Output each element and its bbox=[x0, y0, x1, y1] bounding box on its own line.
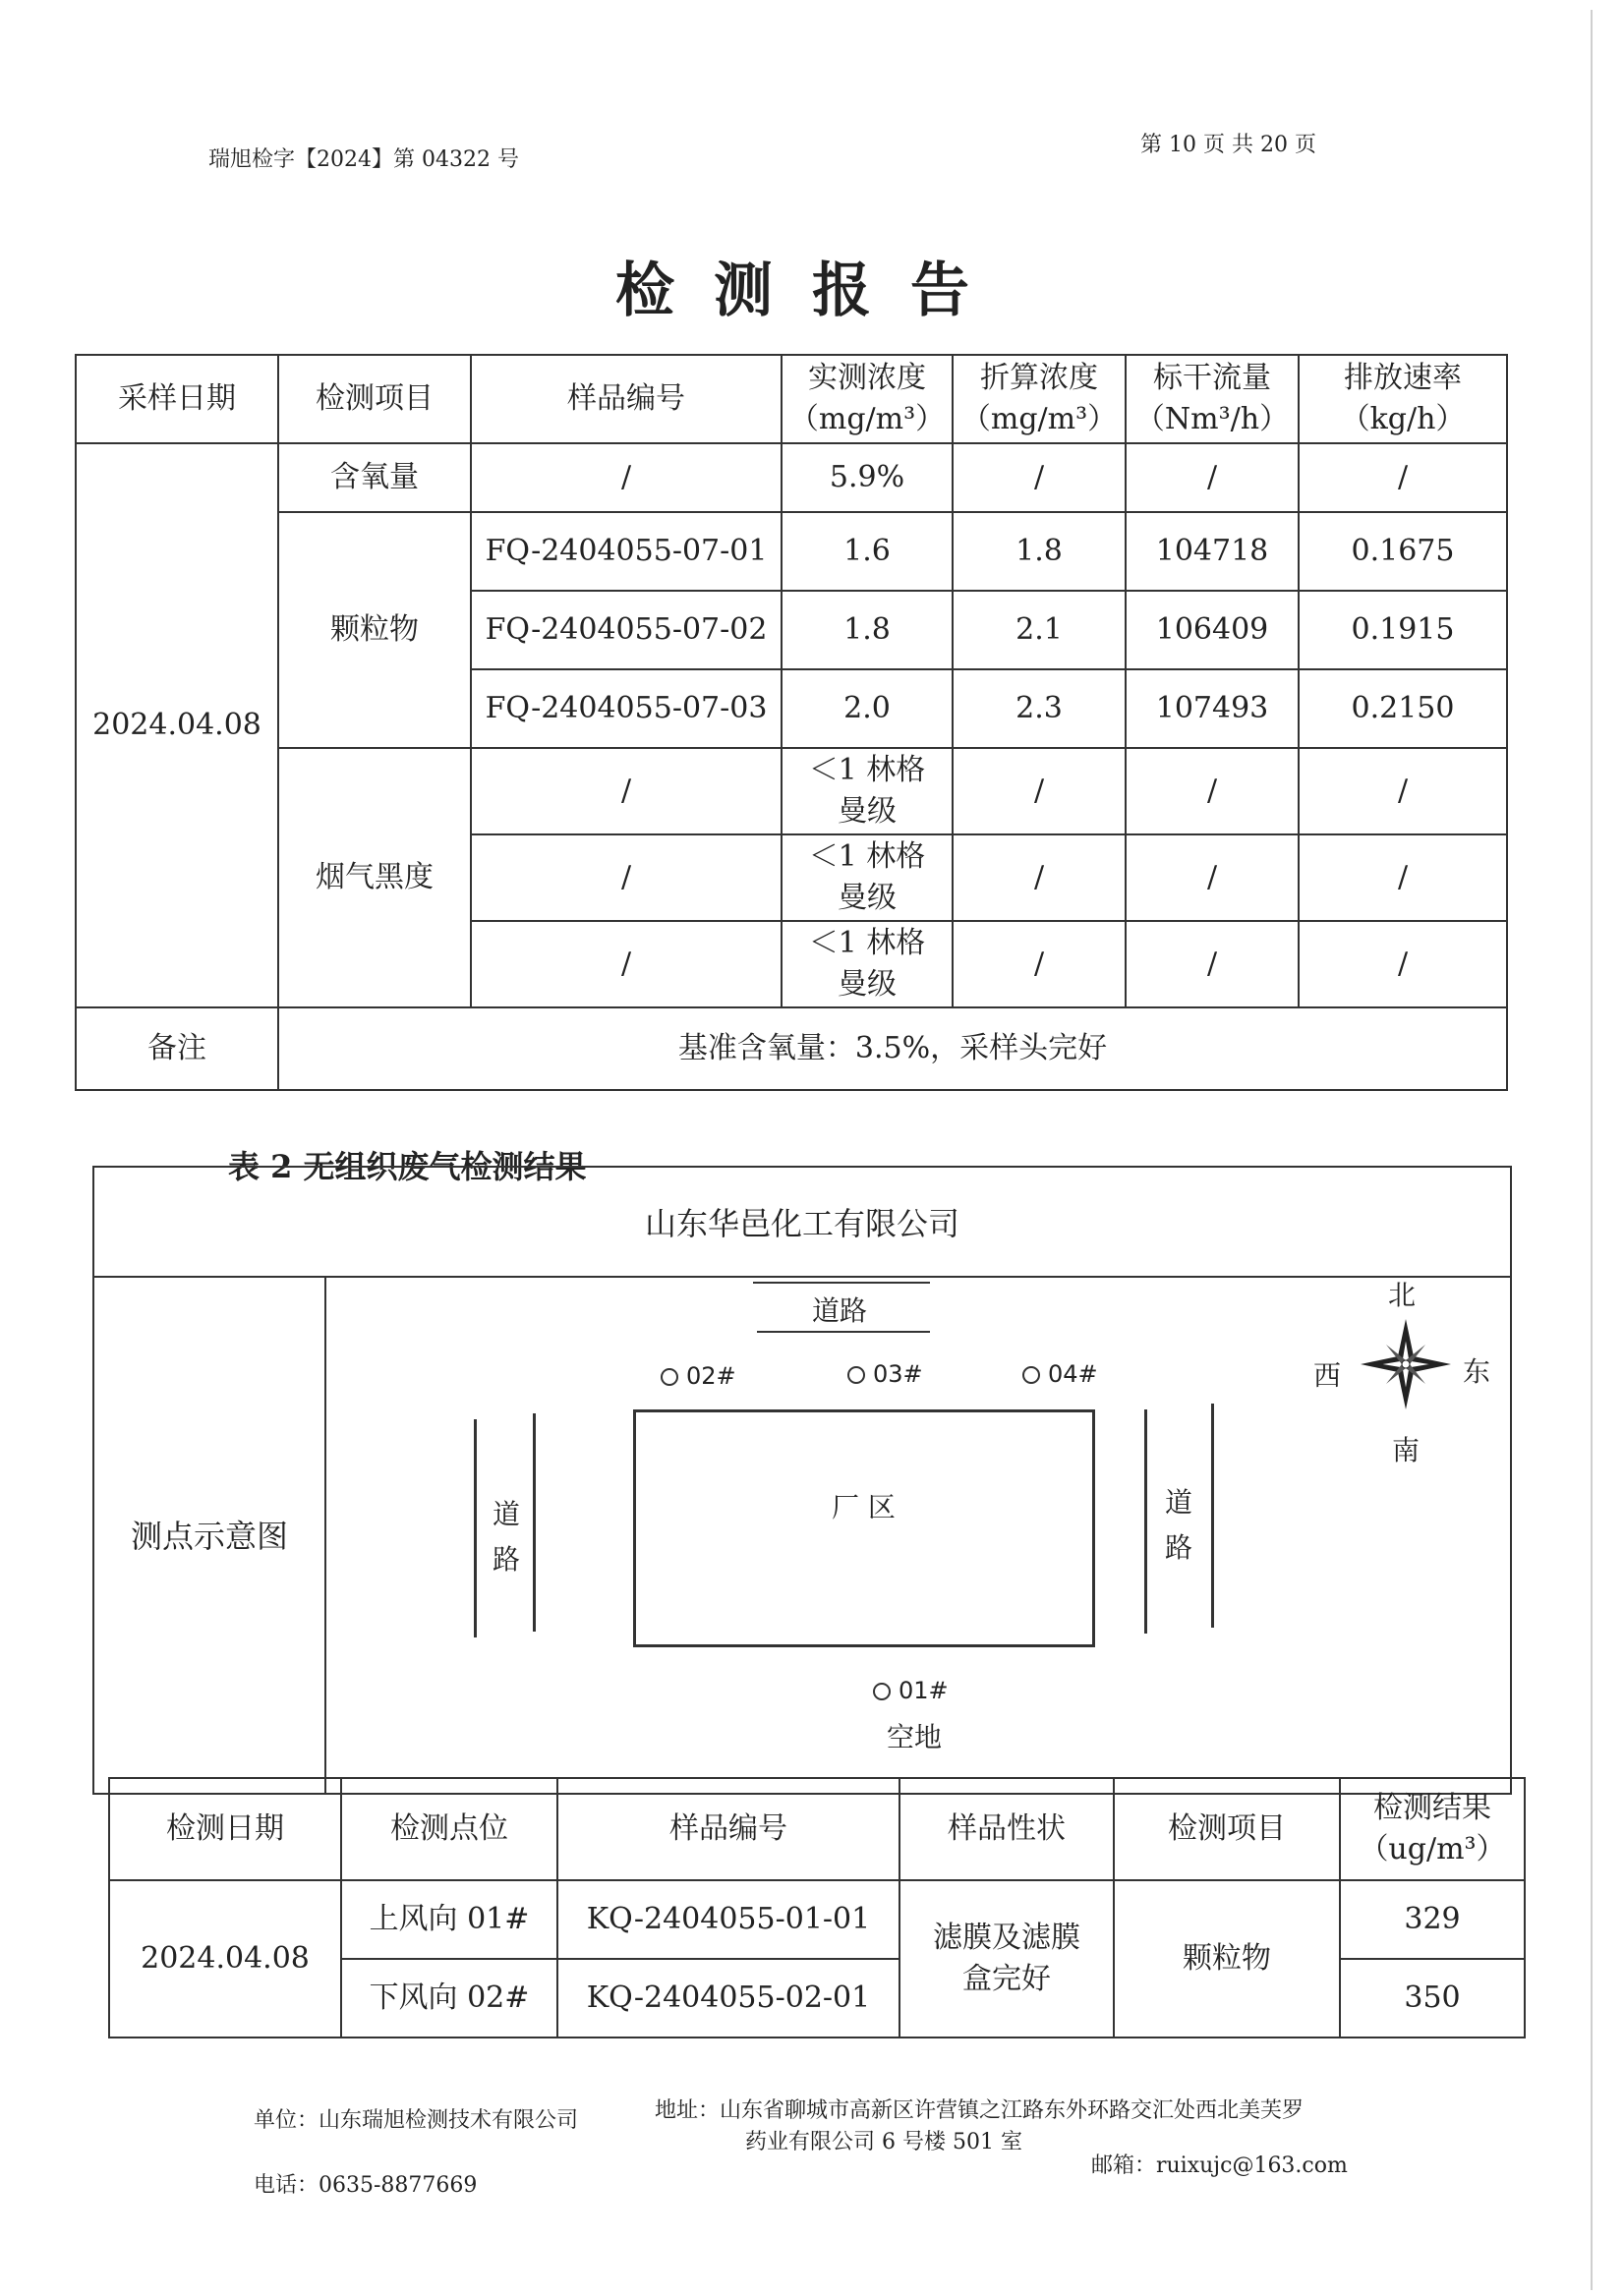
sampling-date-cell: 2024.04.08 bbox=[76, 443, 278, 1007]
footer-phone: 电话：0635-8877669 bbox=[254, 2173, 478, 2198]
point-03 bbox=[847, 1360, 923, 1388]
remark-row bbox=[76, 1007, 1507, 1090]
plant-area bbox=[633, 1409, 1095, 1647]
remark-label: 备注 bbox=[76, 1007, 278, 1090]
point-marker-icon bbox=[661, 1368, 678, 1386]
header-rate bbox=[1299, 355, 1507, 443]
footer-address-line1: 地址：山东省聊城市高新区许营镇之江路东外环路交汇处西北美芙罗 bbox=[655, 2098, 1305, 2123]
table2-caption: 表 2 无组织废气检测结果 bbox=[228, 1148, 587, 1185]
compass-north: 北 bbox=[1388, 1279, 1417, 1311]
cell-test-item: 颗粒物 bbox=[1114, 1880, 1340, 2038]
header-sample-no: 样品编号 bbox=[471, 355, 782, 443]
cell-converted: / bbox=[953, 748, 1126, 834]
state-line: 盒完好 bbox=[962, 1962, 1051, 1996]
point-marker-icon bbox=[873, 1683, 891, 1700]
header-measured-conc bbox=[782, 355, 953, 443]
road-left-line-a bbox=[474, 1419, 477, 1637]
plant-label: 厂 区 bbox=[832, 1491, 896, 1523]
header-converted-conc bbox=[953, 355, 1126, 443]
report-number: 瑞旭检字【2024】第 04322 号 bbox=[208, 147, 519, 172]
header-sample-state: 样品性状 bbox=[899, 1778, 1114, 1880]
point-label: 02# bbox=[686, 1362, 736, 1390]
header-test-item: 检测项目 bbox=[278, 355, 471, 443]
cell-rate: 0.1675 bbox=[1299, 512, 1507, 591]
header-flow-unit: （Nm³/h） bbox=[1134, 402, 1290, 436]
cell-sample-state bbox=[899, 1880, 1114, 2038]
header-result-unit: （ug/m³） bbox=[1359, 1832, 1506, 1866]
cell-flow: / bbox=[1126, 921, 1299, 1007]
table-header-row bbox=[109, 1778, 1525, 1880]
cell-sample: / bbox=[471, 921, 782, 1007]
cell-converted: 1.8 bbox=[953, 512, 1126, 591]
header-test-item: 检测项目 bbox=[1114, 1778, 1340, 1880]
cell-measured: 2.0 bbox=[782, 669, 953, 748]
cell-measured: 5.9% bbox=[782, 443, 953, 512]
cell-measured bbox=[782, 748, 953, 834]
cell-converted: / bbox=[953, 834, 1126, 921]
cell-flow: / bbox=[1126, 834, 1299, 921]
diagram-label: 测点示意图 bbox=[94, 1276, 326, 1793]
road-left-char: 路 bbox=[492, 1543, 520, 1576]
road-left-char: 道 bbox=[492, 1498, 520, 1530]
cell-flow: 107493 bbox=[1126, 669, 1299, 748]
cell-measured: 1.8 bbox=[782, 591, 953, 669]
fugitive-results-table bbox=[108, 1777, 1526, 2038]
cell-point: 上风向 01# bbox=[341, 1880, 557, 1959]
test-date-cell: 2024.04.08 bbox=[109, 1880, 341, 2038]
footer-address-line2: 药业有限公司 6 号楼 501 室 bbox=[745, 2130, 1022, 2154]
cell-sample: KQ-2404055-02-01 bbox=[557, 1959, 899, 2038]
cell-sample: KQ-2404055-01-01 bbox=[557, 1880, 899, 1959]
footer-email: 邮箱：ruixujc@163.com bbox=[1091, 2153, 1348, 2178]
company-name: 山东华邑化工有限公司 bbox=[94, 1168, 1510, 1278]
cell-sample: / bbox=[471, 748, 782, 834]
measured-line: ＜1 林格 bbox=[808, 839, 926, 874]
cell-flow: / bbox=[1126, 748, 1299, 834]
cell-rate: / bbox=[1299, 443, 1507, 512]
cell-result: 329 bbox=[1340, 1880, 1525, 1959]
cell-measured bbox=[782, 834, 953, 921]
monitoring-point-diagram bbox=[92, 1166, 1512, 1795]
road-right-char: 路 bbox=[1164, 1531, 1192, 1564]
point-marker-icon bbox=[847, 1366, 865, 1384]
cell-converted: 2.1 bbox=[953, 591, 1126, 669]
point-marker-icon bbox=[1022, 1366, 1040, 1384]
item-smoke: 烟气黑度 bbox=[278, 748, 471, 1007]
cell-result: 350 bbox=[1340, 1959, 1525, 2038]
cell-flow: / bbox=[1126, 443, 1299, 512]
table-row bbox=[76, 748, 1507, 834]
cell-sample: FQ-2404055-07-01 bbox=[471, 512, 782, 591]
measured-line: 曼级 bbox=[838, 967, 897, 1002]
cell-rate: / bbox=[1299, 834, 1507, 921]
item-oxygen: 含氧量 bbox=[278, 443, 471, 512]
state-line: 滤膜及滤膜 bbox=[933, 1921, 1080, 1955]
compass-west: 西 bbox=[1313, 1359, 1342, 1392]
emission-table bbox=[75, 354, 1508, 1091]
road-top-label: 道路 bbox=[812, 1294, 868, 1327]
header-measured-unit: （mg/m³） bbox=[788, 402, 946, 436]
compass-rose-icon bbox=[1357, 1315, 1455, 1413]
cell-converted: / bbox=[953, 921, 1126, 1007]
road-right-line-a bbox=[1144, 1409, 1147, 1634]
header-measured-label: 实测浓度 bbox=[808, 361, 926, 395]
measured-line: 曼级 bbox=[838, 794, 897, 829]
page-info: 第 10 页 共 20 页 bbox=[1140, 133, 1316, 157]
page-edge-line bbox=[1591, 10, 1593, 2290]
point-label: 01# bbox=[899, 1677, 949, 1704]
cell-rate: / bbox=[1299, 748, 1507, 834]
table-row bbox=[76, 512, 1507, 591]
header-rate-unit: （kg/h） bbox=[1340, 402, 1466, 436]
table-row bbox=[76, 443, 1507, 512]
road-left-label bbox=[492, 1492, 521, 1582]
cell-flow: 104718 bbox=[1126, 512, 1299, 591]
point-01 bbox=[873, 1677, 949, 1704]
compass-south: 南 bbox=[1392, 1434, 1421, 1466]
cell-sample: FQ-2404055-07-02 bbox=[471, 591, 782, 669]
road-left-line-b bbox=[533, 1413, 536, 1632]
cell-sample: / bbox=[471, 443, 782, 512]
cell-sample: FQ-2404055-07-03 bbox=[471, 669, 782, 748]
header-flow-label: 标干流量 bbox=[1153, 361, 1271, 395]
header-test-date: 检测日期 bbox=[109, 1778, 341, 1880]
road-top-line-lower bbox=[757, 1331, 930, 1333]
table-row bbox=[109, 1880, 1525, 1959]
remark-text: 基准含氧量：3.5%，采样头完好 bbox=[278, 1007, 1507, 1090]
page-title: 检测报告 bbox=[615, 257, 1009, 325]
header-converted-label: 折算浓度 bbox=[980, 361, 1098, 395]
item-particulate: 颗粒物 bbox=[278, 512, 471, 748]
empty-land-label: 空地 bbox=[887, 1721, 943, 1753]
header-result-label: 检测结果 bbox=[1373, 1791, 1491, 1825]
road-right-label bbox=[1164, 1480, 1193, 1571]
header-converted-unit: （mg/m³） bbox=[960, 402, 1118, 436]
header-sampling-date: 采样日期 bbox=[76, 355, 278, 443]
road-right-char: 道 bbox=[1164, 1486, 1192, 1519]
cell-rate: / bbox=[1299, 921, 1507, 1007]
measured-line: ＜1 林格 bbox=[808, 926, 926, 960]
cell-flow: 106409 bbox=[1126, 591, 1299, 669]
cell-measured: 1.6 bbox=[782, 512, 953, 591]
compass-east: 东 bbox=[1463, 1355, 1491, 1388]
cell-rate: 0.2150 bbox=[1299, 669, 1507, 748]
point-02 bbox=[661, 1362, 736, 1390]
header-point: 检测点位 bbox=[341, 1778, 557, 1880]
header-rate-label: 排放速率 bbox=[1344, 361, 1462, 395]
point-label: 04# bbox=[1048, 1360, 1098, 1388]
cell-point: 下风向 02# bbox=[341, 1959, 557, 2038]
header-result bbox=[1340, 1778, 1525, 1880]
road-top-line-upper bbox=[753, 1282, 930, 1284]
cell-measured bbox=[782, 921, 953, 1007]
cell-converted: 2.3 bbox=[953, 669, 1126, 748]
point-label: 03# bbox=[873, 1360, 923, 1388]
cell-converted: / bbox=[953, 443, 1126, 512]
road-right-line-b bbox=[1211, 1404, 1214, 1628]
measured-line: ＜1 林格 bbox=[808, 753, 926, 787]
cell-rate: 0.1915 bbox=[1299, 591, 1507, 669]
header-sample-no: 样品编号 bbox=[557, 1778, 899, 1880]
cell-sample: / bbox=[471, 834, 782, 921]
header-flow bbox=[1126, 355, 1299, 443]
point-04 bbox=[1022, 1360, 1098, 1388]
footer-unit: 单位：山东瑞旭检测技术有限公司 bbox=[254, 2108, 579, 2133]
measured-line: 曼级 bbox=[838, 881, 897, 915]
table-header-row bbox=[76, 355, 1507, 443]
